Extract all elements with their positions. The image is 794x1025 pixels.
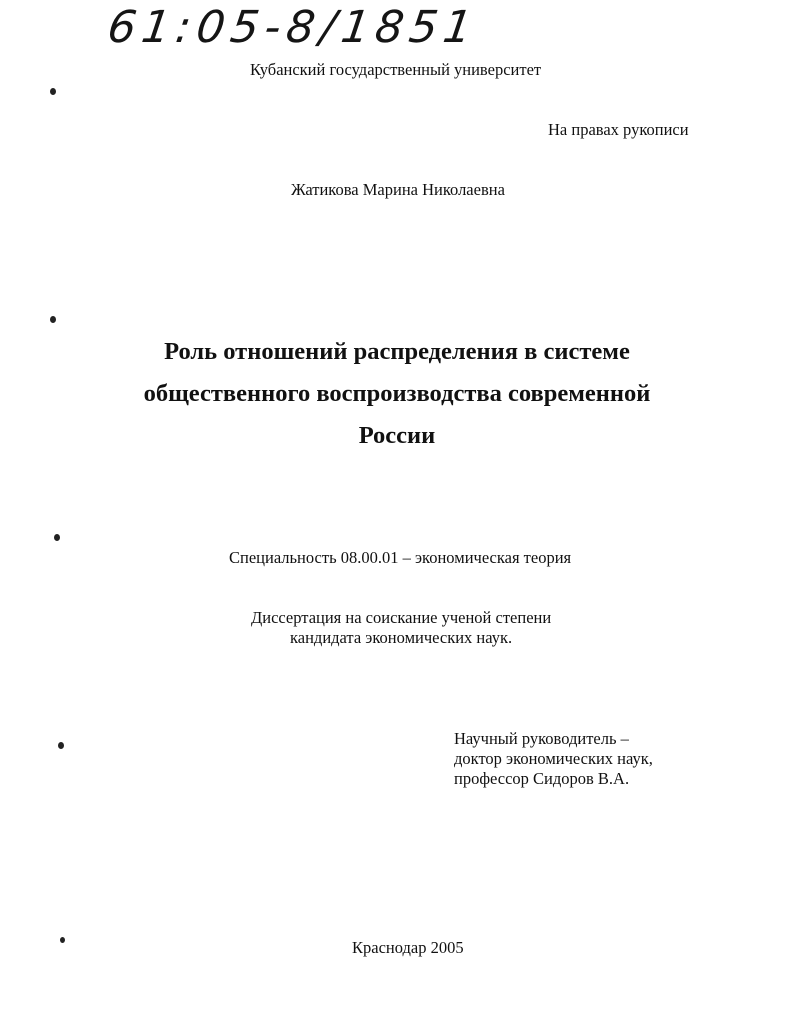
manuscript-rights-note: На правах рукописи <box>548 120 689 139</box>
scan-dot-mark <box>60 937 65 943</box>
scan-dot-mark <box>50 316 56 323</box>
scan-dot-mark <box>50 88 56 95</box>
supervisor-line-2: доктор экономических наук, <box>454 749 653 768</box>
title-line: России <box>358 422 436 449</box>
degree-line-2: кандидата экономических наук. <box>290 628 513 647</box>
supervisor-line-1: Научный руководитель – <box>454 729 629 748</box>
university-name: Кубанский государственный университет <box>250 60 542 79</box>
degree-line-1: Диссертация на соискание ученой степени <box>251 608 552 627</box>
handwritten-archive-number: 61:05-8/1851 <box>104 2 482 53</box>
place-and-year: Краснодар 2005 <box>352 938 464 957</box>
title-line: Роль отношений распределения в системе <box>164 338 630 365</box>
scan-dot-mark <box>58 742 64 749</box>
dissertation-title <box>0 331 794 457</box>
specialty: Специальность 08.00.01 – экономическая теория <box>229 548 572 567</box>
author-name: Жатикова Марина Николаевна <box>291 180 505 199</box>
supervisor-line-3: профессор Сидоров В.А. <box>454 769 630 788</box>
title-line: общественного воспроизводства современной <box>143 380 651 407</box>
scan-dot-mark <box>54 534 60 541</box>
